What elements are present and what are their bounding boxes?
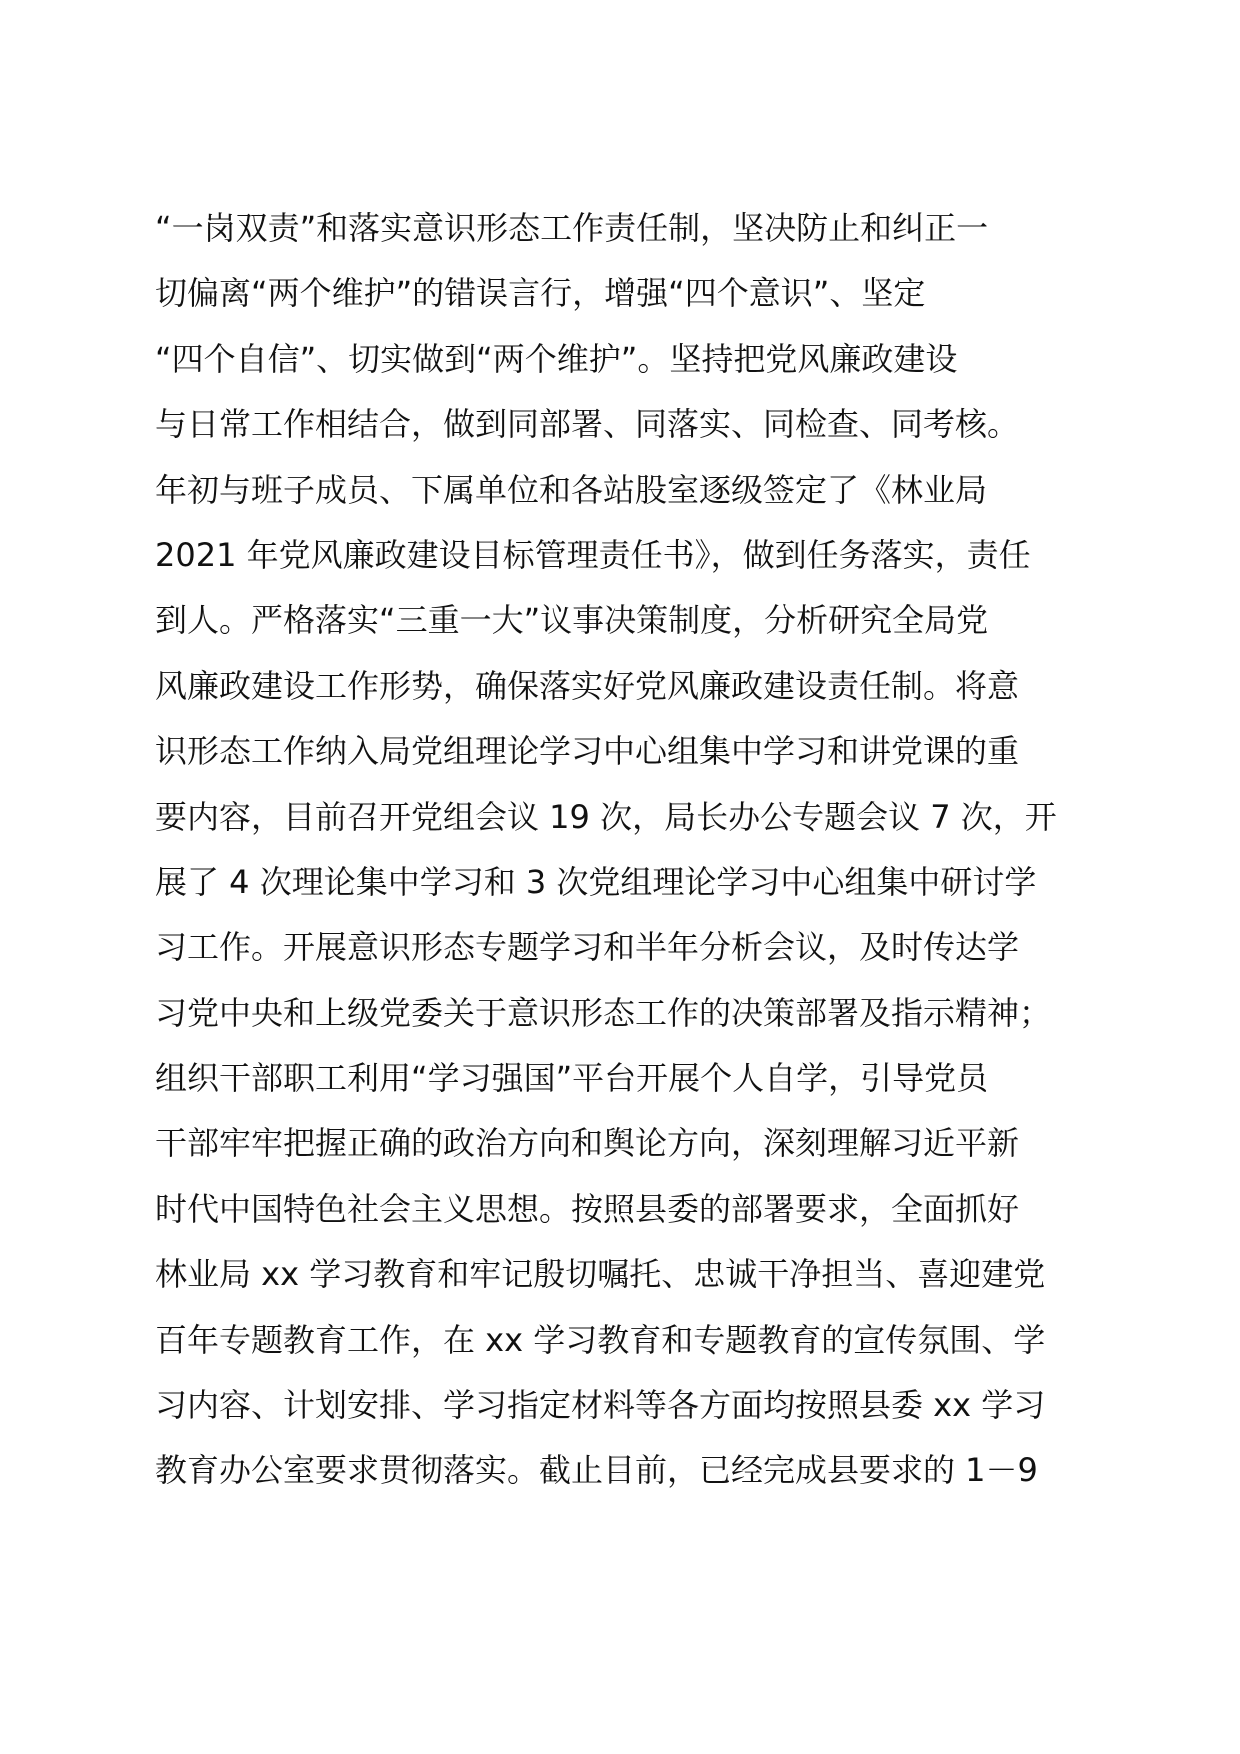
- text-line: 年初与班子成员、下属单位和各站股室逐级签定了《林业局: [155, 470, 988, 509]
- text-line: 切偏离“两个维护”的错误言行，增强“四个意识”、坚定: [155, 274, 926, 313]
- text-line: 展了 4 次理论集中学习和 3 次党组理论学习中心组集中研讨学: [155, 862, 1037, 901]
- text-line: 习工作。开展意识形态专题学习和半年分析会议，及时传达学: [155, 928, 1020, 967]
- text-line: 风廉政建设工作形势，确保落实好党风廉政建设责任制。将意: [155, 666, 1020, 705]
- text-line: 时代中国特色社会主义思想。按照县委的部署要求，全面抓好: [155, 1189, 1020, 1228]
- text-line: 组织干部职工利用“学习强国”平台开展个人自学，引导党员: [155, 1059, 989, 1098]
- text-line: 教育办公室要求贯彻落实。截止目前，已经完成县要求的 1－9: [155, 1451, 1038, 1490]
- text-line: 习党中央和上级党委关于意识形态工作的决策部署及指示精神；: [155, 993, 1052, 1032]
- text-line: 百年专题教育工作，在 xx 学习教育和专题教育的宣传氛围、学: [155, 1320, 1046, 1359]
- text-line: 要内容，目前召开党组会议 19 次，局长办公专题会议 7 次，开: [155, 797, 1057, 836]
- body-text: [155, 196, 1095, 1504]
- text-line: “一岗双责”和落实意识形态工作责任制，坚决防止和纠正一: [155, 209, 989, 247]
- text-line: “四个自信”、切实做到“两个维护”。坚持把党风廉政建设: [155, 339, 958, 378]
- text-line: 识形态工作纳入局党组理论学习中心组集中学习和讲党课的重: [155, 732, 1020, 771]
- text-line: 到人。严格落实“三重一大”议事决策制度，分析研究全局党: [155, 601, 989, 640]
- text-line: 与日常工作相结合，做到同部署、同落实、同检查、同考核。: [155, 405, 1020, 444]
- text-line: 林业局 xx 学习教育和牢记殷切嘱托、忠诚干净担当、喜迎建党: [155, 1255, 1046, 1294]
- text-line: 习内容、计划安排、学习指定材料等各方面均按照县委 xx 学习: [155, 1386, 1046, 1425]
- text-line: 干部牢牢把握正确的政治方向和舆论方向，深刻理解习近平新: [155, 1124, 1020, 1163]
- text-line: 2021 年党风廉政建设目标管理责任书》，做到任务落实，责任: [155, 535, 1031, 574]
